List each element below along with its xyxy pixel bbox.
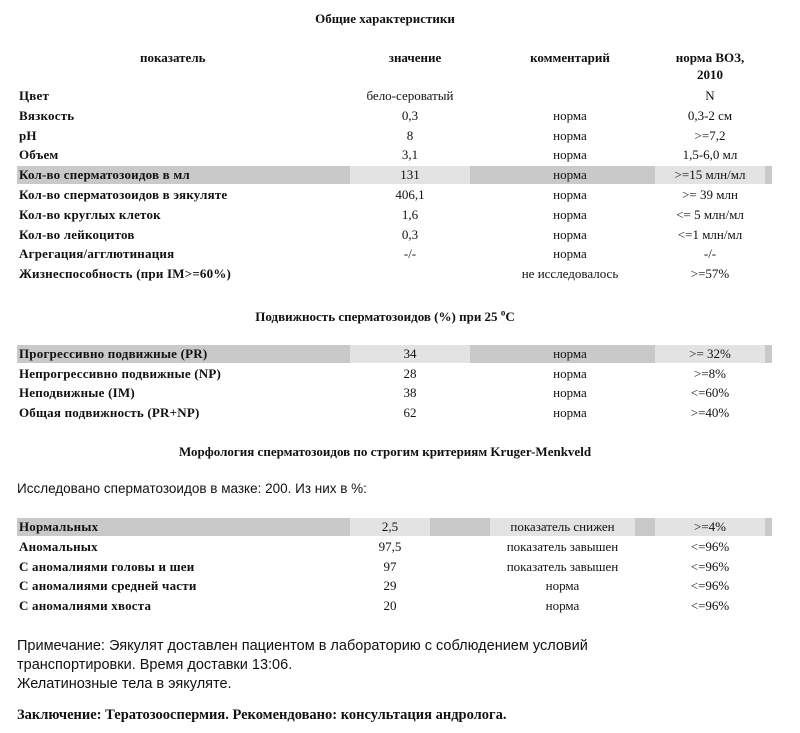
conclusion: Заключение: Тератозооспермия. Рекомендовано: консультация андролога. [17,707,507,723]
row-value: бело-сероватый [366,88,454,103]
general-row [17,245,772,263]
header-value: значение [388,50,442,65]
row-norm: <=96% [690,578,730,594]
row-comment: норма [545,578,580,594]
note-line-3: Желатинозные тела в эякуляте. [17,676,232,692]
row-comment: норма [553,187,587,202]
motility-row [17,404,772,422]
morphology-row [17,518,772,536]
morphology-row [17,558,772,576]
row-value: 97,5 [378,538,402,554]
note-block [17,637,787,694]
row-norm: N [705,88,715,103]
row-label: Жизнеспособность (при IM>=60%) [19,266,232,282]
motility-row [17,384,772,402]
row-comment: норма [553,147,587,163]
row-label: Объем [19,147,59,163]
motility-row [17,345,772,363]
row-comment: норма [545,598,580,614]
row-label: С аномалиями головы и шеи [19,558,195,574]
row-value: 3,1 [401,147,419,163]
row-value: 1,6 [401,206,419,222]
row-comment: показатель завышен [506,558,619,574]
row-label: Непрогрессивно подвижные (NP) [19,365,222,381]
row-value: 0,3 [401,226,419,242]
general-section-title: Общие характеристики [315,11,455,26]
row-norm: >=40% [690,404,730,420]
header-comment: комментарий [530,50,610,65]
row-norm: <=96% [690,598,730,614]
row-norm: >=4% [655,518,765,536]
row-norm: >= 39 млн [682,187,738,202]
row-label: С аномалиями средней части [19,578,197,594]
row-comment: норма [553,404,587,420]
row-norm: 1,5-6,0 мл [682,147,738,163]
row-label: pH [19,127,37,143]
row-label: Вязкость [19,107,75,123]
general-row [17,87,772,105]
row-value: 38 [403,385,417,400]
row-label: Нормальных [19,519,99,534]
general-row [17,226,772,244]
row-value: 97 [383,558,397,574]
row-label: Прогрессивно подвижные (PR) [19,346,208,361]
row-label: Кол-во лейкоцитов [19,226,135,242]
row-norm: -/- [703,246,717,262]
row-value: 28 [403,365,417,381]
row-norm: >=15 млн/мл [655,166,765,184]
row-value: 0,3 [401,107,419,123]
row-comment: норма [553,127,587,143]
row-value: 2,5 [350,518,430,536]
row-norm: <=60% [690,385,730,400]
note-line-2: транспортировки. Время доставки 13:06. [17,657,293,673]
row-norm: <=96% [690,538,730,554]
general-row [17,186,772,204]
morphology-row [17,538,772,556]
row-norm: <=96% [690,558,730,574]
general-row [17,166,772,184]
row-norm: >=7,2 [694,127,726,143]
row-comment: норма [553,226,587,242]
row-comment: показатель завышен [506,538,619,554]
row-label: С аномалиями хвоста [19,598,152,614]
general-row [17,107,772,125]
general-row [17,206,772,224]
row-norm: <= 5 млн/мл [676,206,744,222]
row-comment: норма [553,107,587,123]
row-value: 131 [350,166,470,184]
header-norm-line1: норма ВОЗ, [675,50,745,65]
row-value: 62 [403,404,417,420]
row-value [350,265,470,283]
row-label: Агрегация/агглютинация [19,246,175,262]
row-norm: 0,3-2 см [687,107,733,123]
row-norm: >=57% [690,266,730,282]
row-value: 29 [383,578,397,594]
degree-sign: o [500,307,506,318]
general-row [17,127,772,145]
motility-section-title [0,309,770,325]
morphology-subtitle: Исследовано сперматозоидов в мазке: 200. Из них в %: [17,481,367,496]
row-label: Аномальных [19,538,98,554]
morphology-row [17,597,772,615]
morphology-row [17,577,772,595]
row-comment: норма [553,385,587,400]
row-norm: <=1 млн/мл [677,226,743,242]
row-comment: не исследовалось [521,266,619,282]
row-norm: >= 32% [655,345,765,363]
general-row [17,146,772,164]
row-label: Кол-во сперматозоидов в мл [19,167,190,183]
general-row [17,265,772,283]
row-value: 8 [406,127,414,143]
row-label: Цвет [19,88,50,103]
row-comment: норма [553,365,587,381]
morphology-section-title: Морфология сперматозоидов по строгим критериям Kruger-Menkveld [178,444,592,459]
row-label: Кол-во круглых клеток [19,206,161,222]
motility-title-unit: C [505,309,515,324]
row-value: 34 [350,345,470,363]
row-norm: >=8% [694,365,726,381]
motility-title-main: Подвижность сперматозоидов (%) при 25 [255,309,501,324]
row-comment: показатель снижен [490,518,635,536]
row-comment: норма [553,346,587,361]
row-comment: норма [553,167,587,183]
row-comment: норма [553,246,587,262]
header-norm-line2: 2010 [697,67,723,82]
row-value: -/- [403,246,417,262]
row-comment: норма [553,206,587,222]
row-label: Кол-во сперматозоидов в эякуляте [19,187,228,202]
note-line-1: Примечание: Эякулят доставлен пациентом в лабораторию с соблюдением условий [17,638,588,654]
row-value: 20 [383,598,397,614]
row-comment [510,87,630,105]
motility-row [17,365,772,383]
row-value: 406,1 [395,187,425,202]
header-indicator: показатель [140,50,206,65]
row-label: Неподвижные (IM) [19,385,135,400]
row-label: Общая подвижность (PR+NP) [19,404,200,420]
